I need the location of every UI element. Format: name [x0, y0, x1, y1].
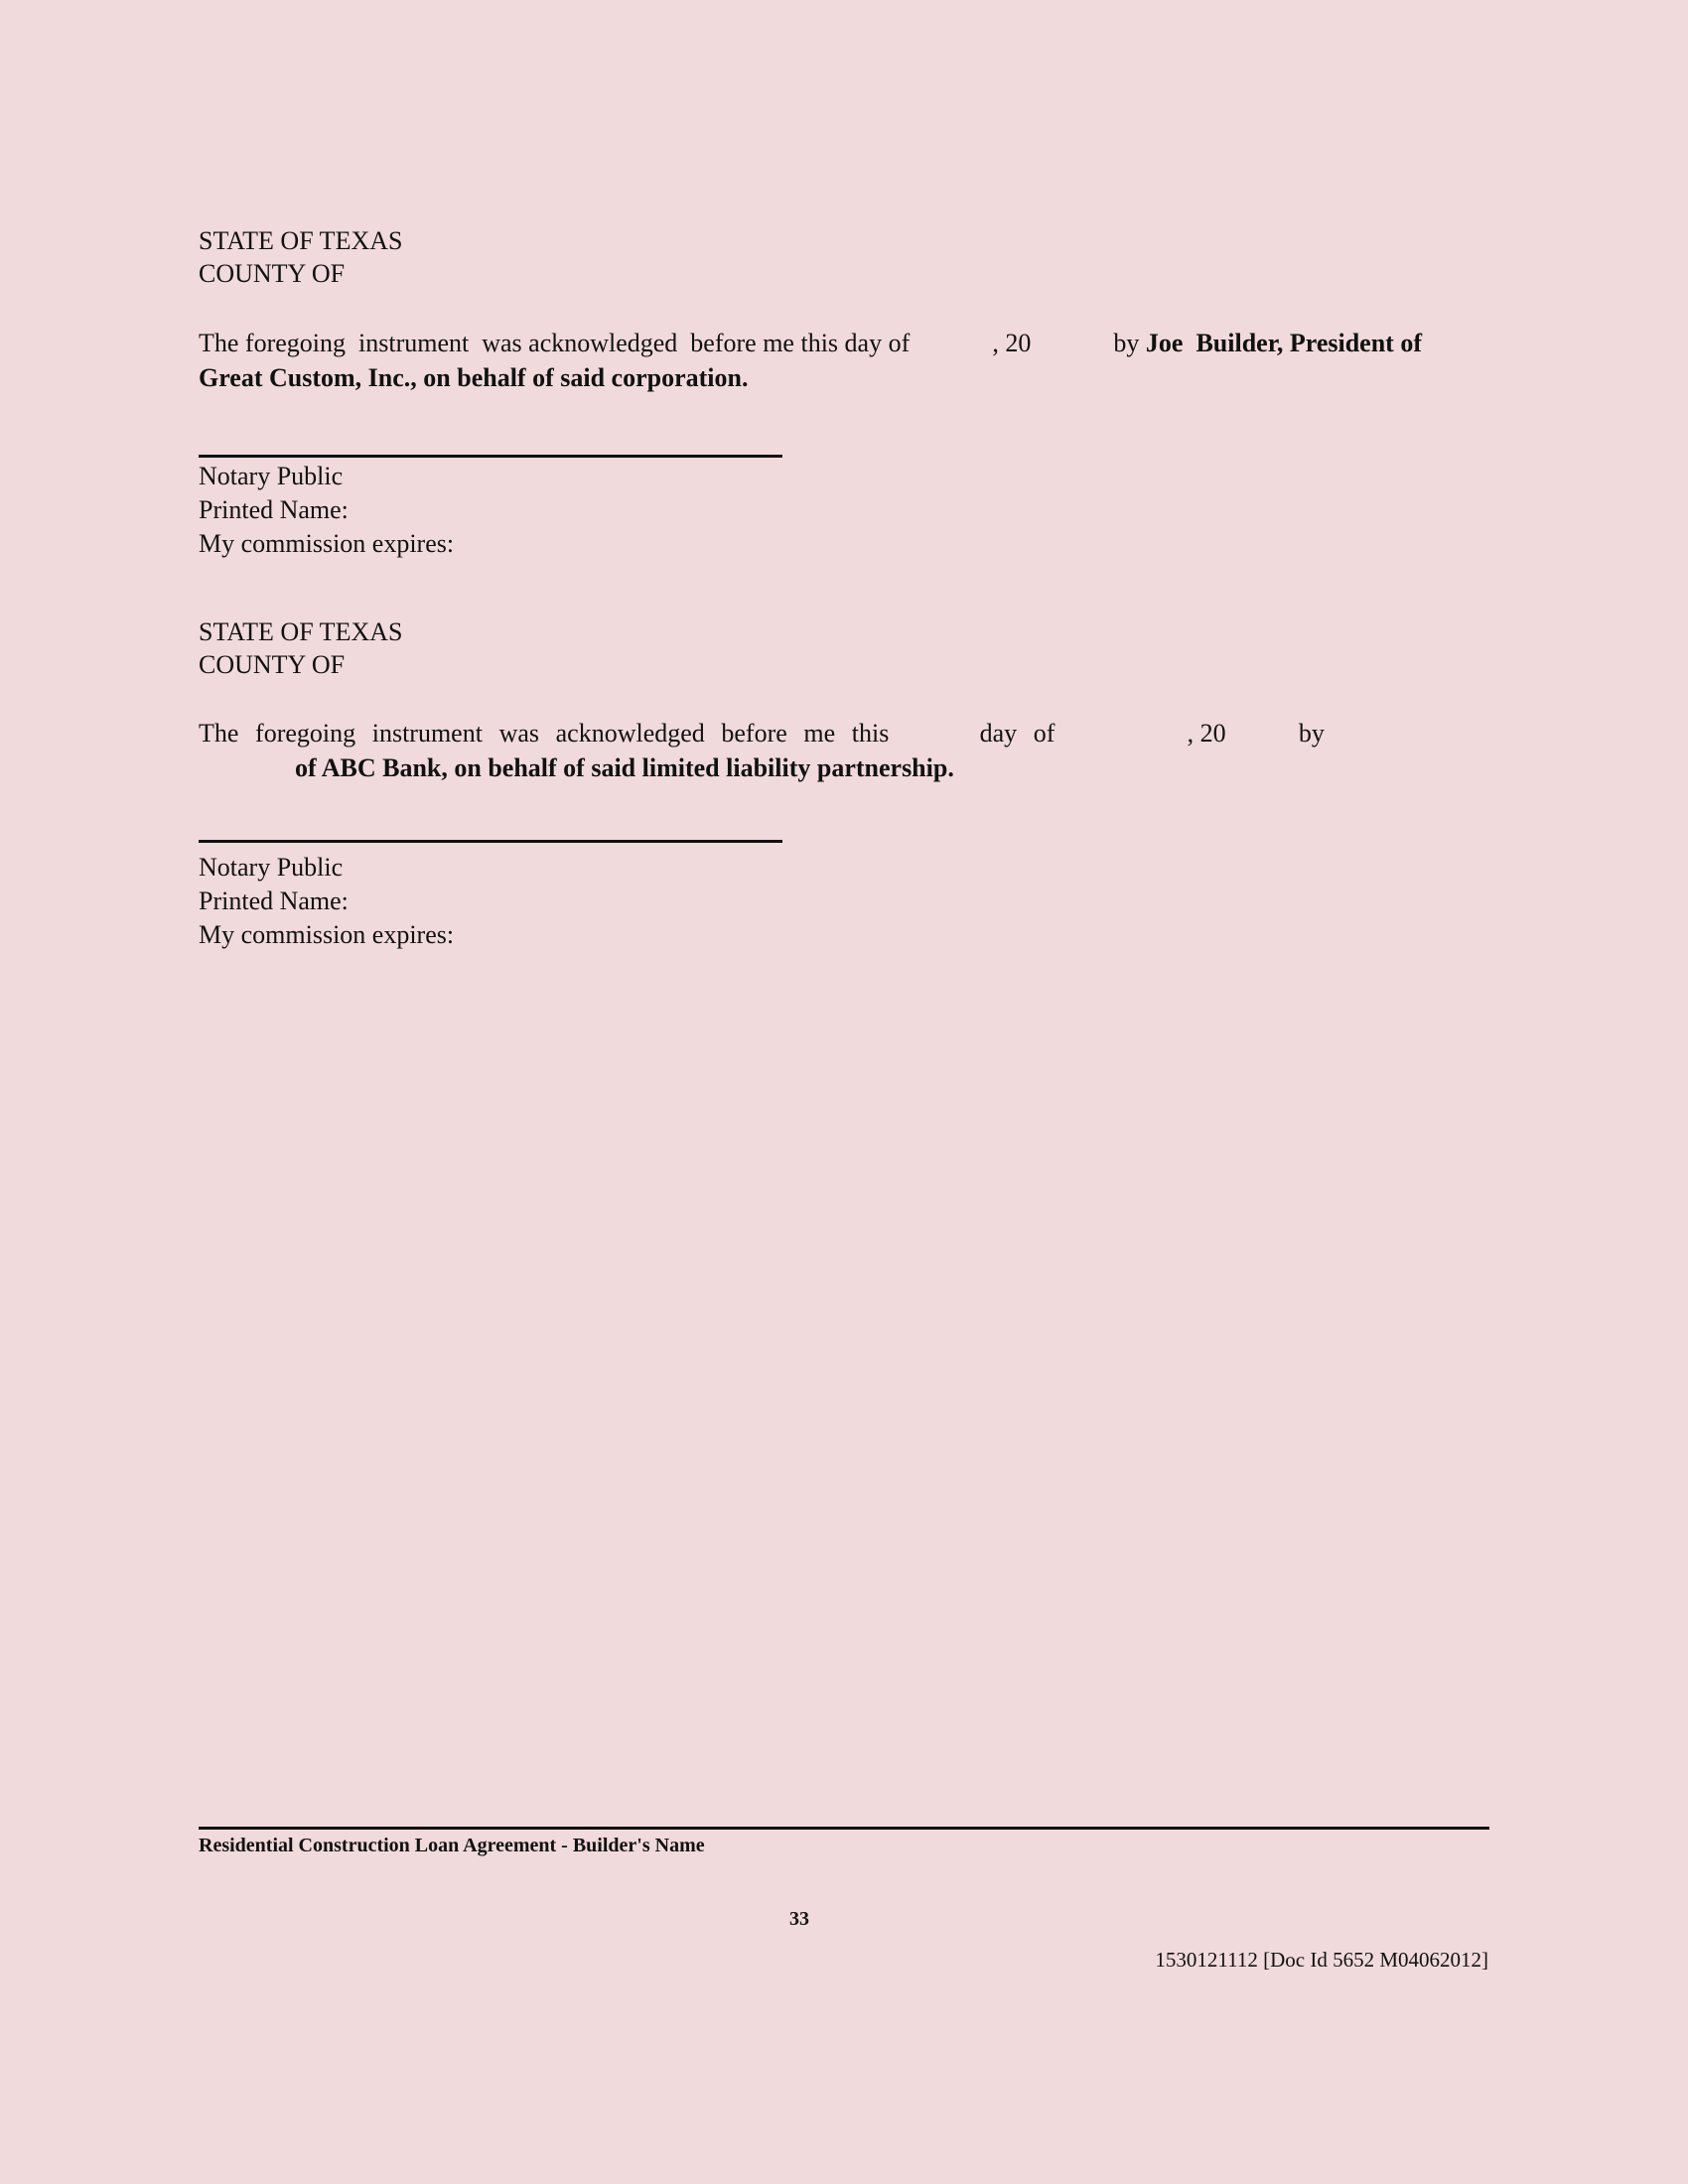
word: of: [1033, 719, 1055, 748]
state-line: STATE OF TEXAS: [199, 226, 403, 255]
word: this: [851, 719, 890, 748]
county-line: COUNTY OF: [199, 259, 346, 288]
by-word: by: [1113, 329, 1140, 357]
word: The: [199, 719, 239, 748]
footer-title: Residential Construction Loan Agreement - Builder's Name: [199, 1835, 705, 1856]
by-word-group: [1113, 326, 1422, 360]
signatory-name: Joe Builder, President of: [1145, 329, 1422, 357]
word: me: [803, 719, 836, 748]
footer-rule: [199, 1827, 1489, 1830]
acknowledgment-paragraph-2: [199, 716, 1325, 785]
county-line: COUNTY OF: [199, 650, 346, 679]
acknowledgment-text: The foregoing instrument was acknowledged before me this day of: [199, 329, 911, 357]
word: foregoing: [255, 719, 356, 748]
acknowledgment-paragraph-1: [199, 326, 1422, 395]
word: was: [498, 719, 539, 748]
year-text: , 20: [992, 329, 1032, 357]
notary-public-label: Notary Public: [199, 853, 344, 882]
word: day: [979, 719, 1018, 748]
venue-block-1: [199, 224, 1420, 290]
commission-expires-label: My commission expires:: [199, 920, 455, 949]
acknowledgment-line-1: [199, 326, 1422, 360]
year-text: , 20: [1187, 719, 1226, 748]
signatory-entity: of ABC Bank, on behalf of said limited liability partnership.: [295, 753, 954, 782]
commission-expires-label: My commission expires:: [199, 529, 455, 558]
word: instrument: [371, 719, 483, 748]
notary-public-label: Notary Public: [199, 462, 344, 490]
by-word: by: [1298, 719, 1325, 748]
page-number: 33: [789, 1908, 809, 1930]
notary-block-2: [199, 851, 454, 952]
printed-name-label: Printed Name:: [199, 887, 349, 915]
signature-line: [199, 840, 782, 843]
signature-line: [199, 455, 782, 458]
document-id: 1530121112 [Doc Id 5652 M04062012]: [1155, 1948, 1488, 1972]
notary-block-1: [199, 460, 454, 561]
acknowledgment-line-1: [199, 716, 1325, 751]
signatory-entity: Great Custom, Inc., on behalf of said corporation.: [199, 363, 749, 392]
word: before: [721, 719, 787, 748]
word: acknowledged: [555, 719, 705, 748]
state-line: STATE OF TEXAS: [199, 617, 403, 646]
venue-block-2: [199, 615, 1420, 681]
printed-name-label: Printed Name:: [199, 495, 349, 524]
